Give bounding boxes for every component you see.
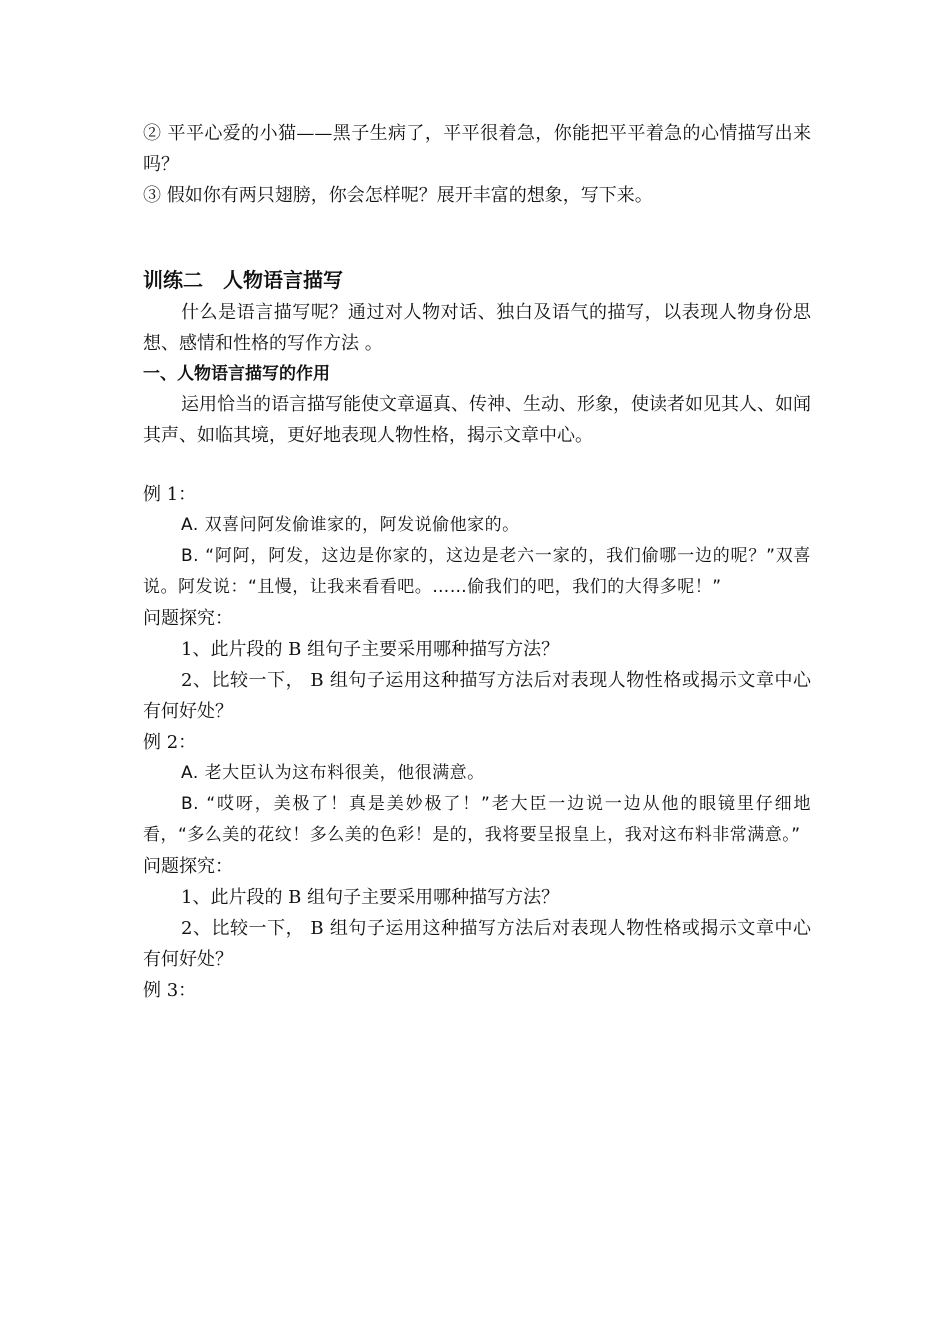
example-1-question-1: 1、此片段的 B 组句子主要采用哪种描写方法？ xyxy=(181,639,560,660)
example-2-sentence-a: A. 老大臣认为这布料很美，他很满意。 xyxy=(181,763,485,783)
example-2-sentence-b: B. “哎呀，美极了！真是美妙极了！”老大臣一边说一边从他的眼镜里仔细地看，“多么美的花纹！多么美的色彩！是的，我将要呈报皇上，我对这布料非常满意。” xyxy=(143,794,811,845)
example-1-inquiry-label: 问题探究： xyxy=(143,608,233,629)
example-2-label: 例 2： xyxy=(143,732,197,753)
example-2-question-1: 1、此片段的 B 组句子主要采用哪种描写方法？ xyxy=(181,887,560,908)
exercise-item-3: ③ 假如你有两只翅膀，你会怎样呢？展开丰富的想象，写下来。 xyxy=(143,185,653,206)
spacer xyxy=(143,211,811,263)
example-1-label: 例 1： xyxy=(143,484,197,505)
document-page xyxy=(143,118,811,1006)
example-2-question-2: 2、比较一下， B 组句子运用这种描写方法后对表现人物性格或揭示文章中心有何好处？ xyxy=(143,918,811,970)
spacer xyxy=(143,451,811,479)
section-intro: 什么是语言描写呢？通过对人物对话、独白及语气的描写，以表现人物身份思想、感情和性格的写作方法 。 xyxy=(143,302,811,354)
example-1-question-2: 2、比较一下， B 组句子运用这种描写方法后对表现人物性格或揭示文章中心有何好处？ xyxy=(143,670,811,722)
example-1-sentence-a: A. 双喜问阿发偷谁家的，阿发说偷他家的。 xyxy=(181,515,520,535)
example-1-sentence-b: B. “阿阿，阿发，这边是你家的，这边是老六一家的，我们偷哪一边的呢？”双喜说。阿发说：“且慢，让我来看看吧。……偷我们的吧，我们的大得多呢！” xyxy=(143,546,811,597)
example-2-inquiry-label: 问题探究： xyxy=(143,856,233,877)
section-title: 训练二 人物语言描写 xyxy=(143,268,343,292)
subheading: 一、人物语言描写的作用 xyxy=(143,364,330,384)
example-3-label: 例 3： xyxy=(143,980,197,1001)
purpose-paragraph: 运用恰当的语言描写能使文章逼真、传神、生动、形象，使读者如见其人、如闻其声、如临其境，更好地表现人物性格，揭示文章中心。 xyxy=(143,394,811,446)
exercise-item-2: ② 平平心爱的小猫——黑子生病了，平平很着急，你能把平平着急的心情描写出来吗？ xyxy=(143,123,811,175)
